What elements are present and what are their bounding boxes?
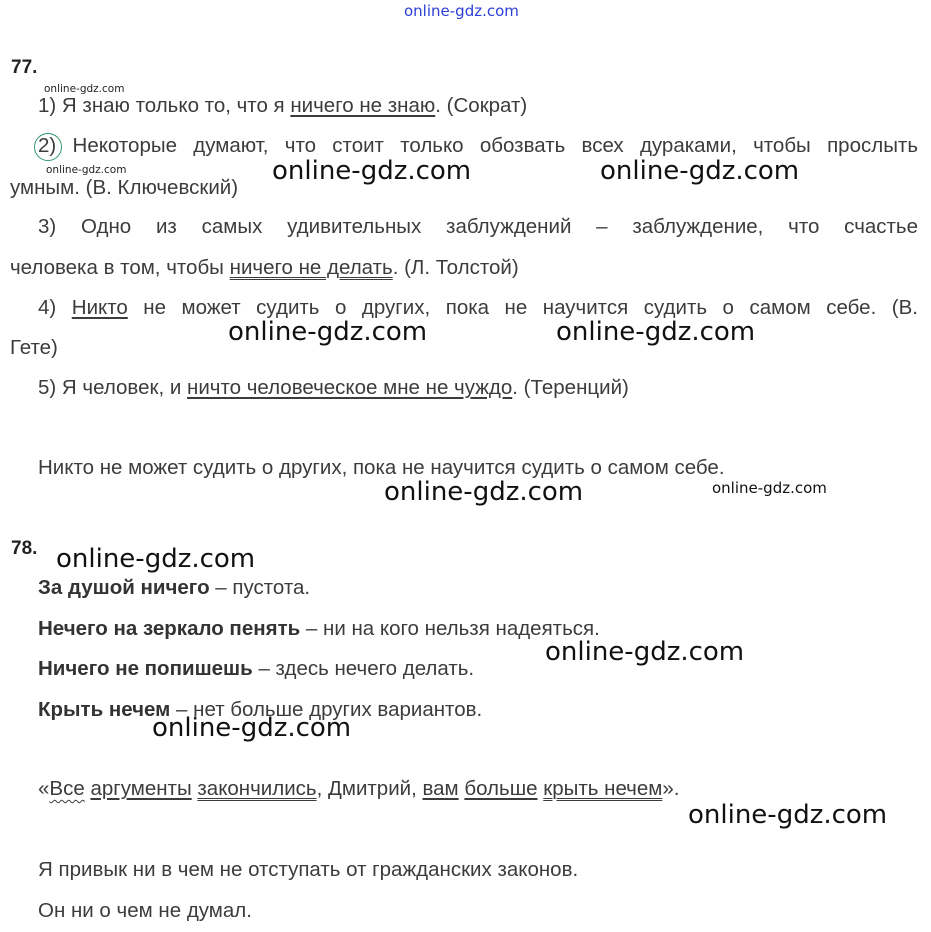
ex78-item-1: За душой ничего – пустота. [38,576,311,599]
ex77-sentence-4-line-2: Гете) [10,336,58,359]
underlined-subject: ничто человеческое мне не чуждо [187,376,513,399]
ex77-sentence-3-line-1: 3) Одно из самых удивительных заблуждений – заблуждение, что счастье [38,215,918,238]
watermark-large: online-gdz.com [272,156,472,186]
watermark-top: online-gdz.com [404,2,519,20]
watermark-small: online-gdz.com [46,164,127,176]
wavy-underlined-word: Все [49,777,85,800]
watermark-large: online-gdz.com [545,637,745,667]
ex78-item-2: Нечего на зеркало пенять – ни на кого нельзя надеяться. [38,617,600,640]
ex77-sentence-2-line-1: 2) Некоторые думают, что стоит только обозвать всех дураками, чтобы прослыть [38,134,918,157]
ex78-sentence-1: Я привык ни в чем не отступать от гражданских законов. [38,858,579,881]
underlined-word: больше [464,777,538,800]
watermark-large: online-gdz.com [556,317,756,347]
exercise-77-number: 77. [11,57,38,78]
underlined-subject: аргументы [90,777,192,800]
watermark-large: online-gdz.com [688,800,888,830]
ex77-sentence-2-line-2: умным. (В. Ключевский) [10,176,239,199]
watermark-medium: online-gdz.com [712,479,827,497]
watermark-large: online-gdz.com [600,156,800,186]
ex77-sentence-5: 5) Я человек, и ничто человеческое мне не чуждо. (Теренций) [38,376,629,399]
ex78-quote: «Все аргументы закончились, Дмитрий, вам больше крыть нечем». [38,777,680,800]
underlined-subject: Никто [71,296,128,319]
ex77-sentence-4-line-1: 4) Никто не может судить о других, пока не научится судить о самом себе. (В. [38,296,918,319]
exercise-78-number: 78. [11,538,38,559]
watermark-large: online-gdz.com [152,713,352,743]
ex77-sentence-3-line-2: человека в том, чтобы ничего не делать. (Л. Толстой) [10,256,519,279]
underlined-word: вам [422,777,459,800]
ex77-sentence-1: 1) Я знаю только то, что я ничего не знаю. (Сократ) [38,94,528,117]
underlined-subject: ничего не знаю [290,94,436,117]
ex77-answer: Никто не может судить о других, пока не научится судить о самом себе. [38,456,725,479]
watermark-large: online-gdz.com [56,544,256,574]
watermark-large: online-gdz.com [228,317,428,347]
underlined-predicate: закончились [197,777,317,800]
underlined-predicate: крыть нечем [543,777,663,800]
ex78-item-4: Крыть нечем – нет больше других вариантов. [38,698,483,721]
ex78-item-3: Ничего не попишешь – здесь нечего делать. [38,657,475,680]
underlined-predicate: ничего не делать [229,256,393,279]
watermark-small: online-gdz.com [44,83,125,95]
watermark-large: online-gdz.com [384,477,584,507]
ex78-sentence-2: Он ни о чем не думал. [38,899,252,922]
